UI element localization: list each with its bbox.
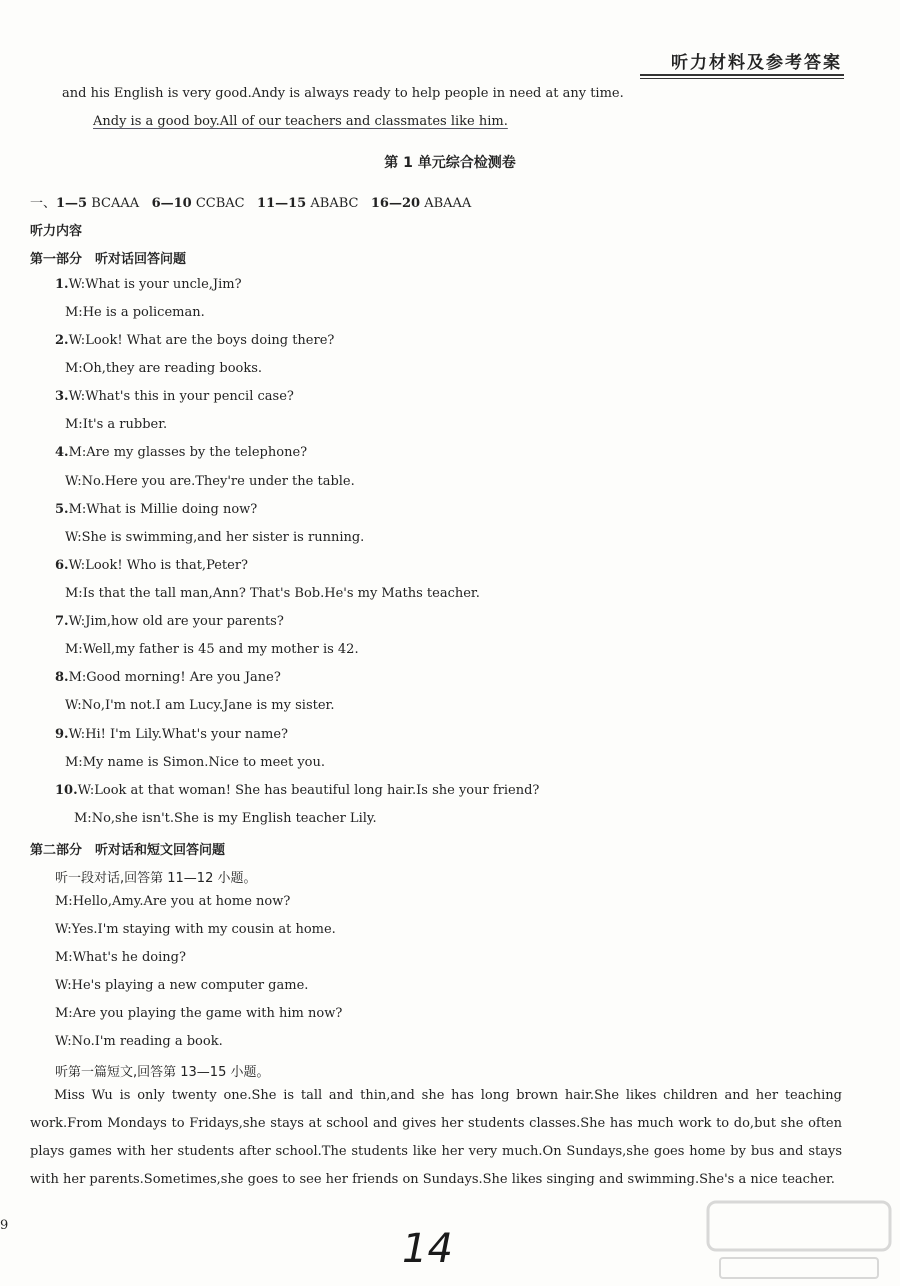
dialog-8-b: W:No,I'm not.I am Lucy.Jane is my sister. [65, 698, 335, 713]
dialog-6-b: M:Is that the tall man,Ann? That's Bob.He's my Maths teacher. [65, 586, 480, 601]
header-rule [640, 74, 844, 76]
dialog-line: W:Look! What are the boys doing there? [68, 333, 335, 348]
part2-dialog-line: W:He's playing a new computer game. [55, 978, 309, 993]
part2-intro-dialog: 听一段对话,回答第 11—12 小题。 [55, 871, 257, 886]
dialog-4-b: W:No.Here you are.They're under the table. [65, 474, 355, 489]
dialog-num: 10. [55, 783, 78, 798]
dialog-5-a [55, 502, 257, 517]
dialog-num: 6. [55, 558, 69, 573]
prev-text-line: and his English is very good.Andy is always ready to help people in need at any time. [62, 86, 624, 101]
dialog-10-a [55, 783, 539, 798]
part2-dialog-line: M:What's he doing? [55, 950, 186, 965]
dialog-10-b: M:No,she isn't.She is my English teacher Lily. [74, 811, 377, 826]
passage-text: Miss Wu is only twenty one.She is tall and thin,and she has long brown hair.She likes children and her teaching work.From Mondays to Fridays,she stays at school and gives her students classes.She has much work to do,but she often plays games with her students after school.The students like her very much.On Sundays,she goes home by bus and stays with her parents.Sometimes,she goes to see her friends on Sundays.She likes singing and swimming.She's a nice teacher. [30, 1088, 842, 1187]
dialog-2-b: M:Oh,they are reading books. [65, 361, 263, 376]
dialog-4-a [55, 445, 307, 460]
answer-prefix: 一、 [30, 196, 57, 211]
prev-answer-line: Andy is a good boy.All of our teachers and classmates like him. [93, 114, 508, 129]
dialog-7-b: M:Well,my father is 45 and my mother is 42. [65, 642, 359, 657]
dialog-7-a [55, 614, 284, 629]
dialog-5-b: W:She is swimming,and her sister is running. [65, 530, 365, 545]
part2-dialog-line: M:Are you playing the game with him now? [55, 1006, 343, 1021]
dialog-line: M:Are my glasses by the telephone? [68, 445, 308, 460]
dialog-6-a [55, 558, 248, 573]
dialog-line: W:What is your uncle,Jim? [68, 277, 242, 292]
handwritten-page-number: 14 [402, 1226, 453, 1272]
dialog-line: M:Good morning! Are you Jane? [68, 670, 281, 685]
dialog-num: 4. [55, 445, 69, 460]
answer-keys: CCBAC [195, 196, 245, 211]
dialog-line: W:Look at that woman! She has beautiful long hair.Is she your friend? [77, 783, 540, 798]
dialog-1-a [55, 277, 242, 292]
part2-dialog-line: M:Hello,Amy.Are you at home now? [55, 894, 291, 909]
section-title: 第 1 单元综合检测卷 [384, 155, 516, 171]
watermark-logo [704, 1196, 894, 1284]
dialog-2-a [55, 333, 334, 348]
dialog-line: M:What is Millie doing now? [68, 502, 258, 517]
listening-label: 听力内容 [30, 224, 83, 239]
answer-range: 6—10 [151, 196, 192, 211]
dialog-9-b: M:My name is Simon.Nice to meet you. [65, 755, 326, 770]
part2-dialog-line: W:No.I'm reading a book. [55, 1034, 223, 1049]
page-header-title: 听力材料及参考答案 [671, 53, 842, 73]
page-left-number: 9 [0, 1218, 9, 1233]
part2-dialog-line: W:Yes.I'm staying with my cousin at home. [55, 922, 336, 937]
dialog-num: 3. [55, 389, 69, 404]
dialog-9-a [55, 727, 288, 742]
dialog-line: W:Hi! I'm Lily.What's your name? [68, 727, 288, 742]
part2-intro-passage: 听第一篇短文,回答第 13—15 小题。 [55, 1065, 270, 1080]
answer-keys: ABABC [310, 196, 359, 211]
answer-range: 16—20 [370, 196, 421, 211]
part1-title: 第一部分 听对话回答问题 [30, 252, 187, 267]
dialog-1-b: M:He is a policeman. [65, 305, 205, 320]
dialog-num: 8. [55, 670, 69, 685]
dialog-3-b: M:It's a rubber. [65, 417, 168, 432]
answer-keys: BCAAA [91, 196, 140, 211]
passage [30, 1082, 842, 1194]
dialog-8-a [55, 670, 281, 685]
dialog-3-a [55, 389, 294, 404]
dialog-num: 7. [55, 614, 69, 629]
answer-range: 11—15 [257, 196, 307, 211]
dialog-num: 1. [55, 277, 69, 292]
dialog-line: W:What's this in your pencil case? [68, 389, 294, 404]
answer-key-line [30, 192, 471, 211]
dialog-num: 2. [55, 333, 69, 348]
dialog-line: W:Look! Who is that,Peter? [68, 558, 249, 573]
dialog-num: 5. [55, 502, 69, 517]
part2-title: 第二部分 听对话和短文回答问题 [30, 843, 226, 858]
header-rule-thin [640, 78, 844, 79]
answer-range: 1—5 [56, 196, 88, 211]
dialog-line: W:Jim,how old are your parents? [68, 614, 284, 629]
dialog-num: 9. [55, 727, 69, 742]
answer-keys: ABAAA [424, 196, 472, 211]
